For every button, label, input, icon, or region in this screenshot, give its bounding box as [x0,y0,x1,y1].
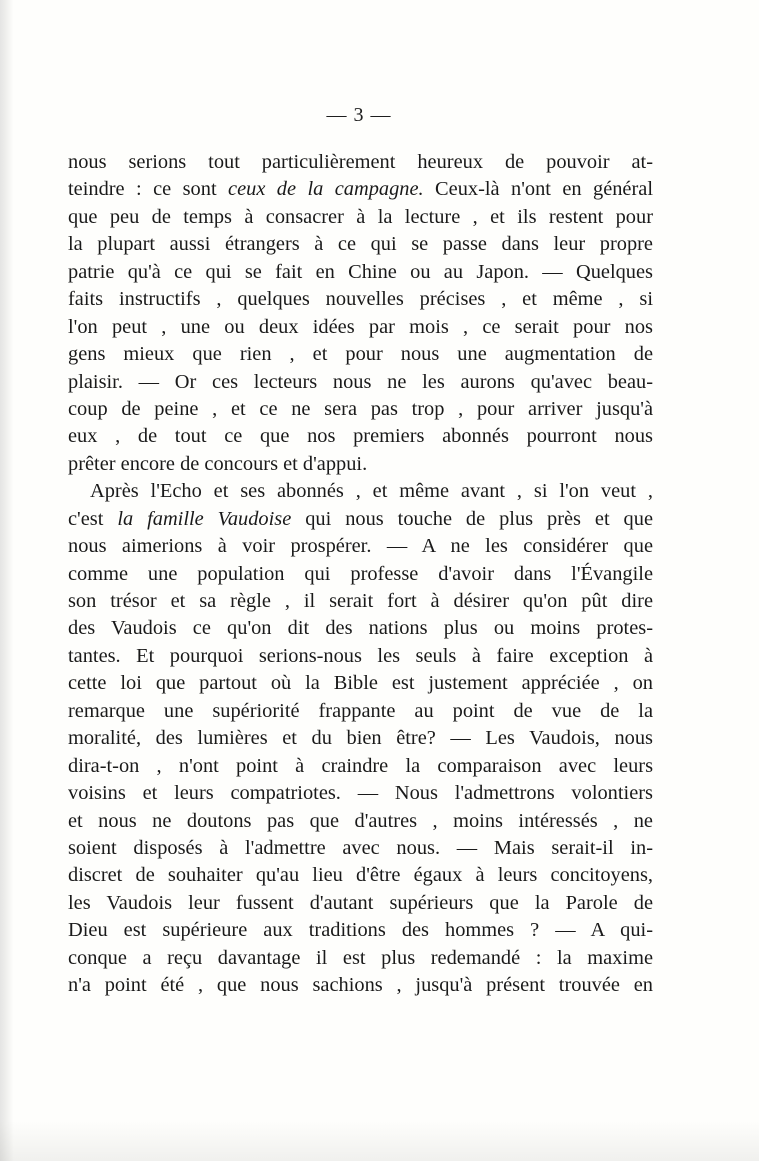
text-line: prêter encore de concours et d'appui. [68,452,368,475]
text-line: la plupart aussi étrangers à ce qui se passe dans leur propre [68,233,653,256]
text-line: cette loi que partout où la Bible est justement appréciée , on [68,672,653,695]
text-line: voisins et leurs compatriotes. — Nous l'admettrons volontiers [68,782,653,805]
page-bottom-smudge [0,1121,759,1161]
text-line: que peu de temps à consacrer à la lecture , et ils restent pour [68,205,653,228]
text-line: coup de peine , et ce ne sera pas trop , pour arriver jusqu'à [68,397,653,420]
page-number: — 3 — [326,104,392,126]
italic-phrase: ceux de la campagne. [228,178,424,201]
text-line: faits instructifs , quelques nouvelles précises , et même , si [68,288,653,311]
text-run: Ceux-là n'ont en général [423,178,653,201]
text-line: dira-t-on , n'ont point à craindre la comparaison avec leurs [68,754,653,777]
text-line: Dieu est supérieure aux traditions des hommes ? — A qui- [68,919,653,942]
text-line: tantes. Et pourquoi serions-nous les seuls à faire exception à [68,644,653,667]
text-line: n'a point été , que nous sachions , jusqu'à présent trouvée en [68,974,653,997]
text-run: qui nous touche de plus près et que [291,507,653,530]
text-line: nous aimerions à voir prospérer. — A ne les considérer que [68,535,653,558]
text-line: conque a reçu davantage il est plus redemandé : la maxime [68,946,653,969]
body-text [68,149,653,1000]
text-line: remarque une supériorité frappante au point de vue de la [68,699,653,722]
text-run: c'est [68,507,118,530]
text-run: teindre : ce sont [68,178,229,201]
text-line [68,176,653,203]
text-line: gens mieux que rien , et pour nous une augmentation de [68,343,653,366]
text-line: discret de souhaiter qu'au lieu d'être égaux à leurs concitoyens, [68,864,653,887]
text-line: nous serions tout particulièrement heureux de pouvoir at- [68,151,653,173]
text-line [68,506,653,533]
text-line: soient disposés à l'admettre avec nous. — Mais serait-il in- [68,836,653,859]
text-line: eux , de tout ce que nos premiers abonnés pourront nous [68,425,653,448]
text-line: les Vaudois leur fussent d'autant supérieurs que la Parole de [68,891,653,914]
text-line: moralité, des lumières et du bien être? — Les Vaudois, nous [68,727,653,750]
text-line: Après l'Echo et ses abonnés , et même avant , si l'on veut , [90,480,653,503]
text-line: son trésor et sa règle , il serait fort à désirer qu'on pût dire [68,590,653,612]
italic-phrase: la famille Vaudoise [117,507,292,530]
text-line: l'on peut , une ou deux idées par mois , ce serait pour nos [68,315,653,338]
text-line: patrie qu'à ce qui se fait en Chine ou au Japon. — Quelques [68,260,653,283]
page-edge-shadow [0,0,14,1161]
text-line: des Vaudois ce qu'on dit des nations plus ou moins protes- [68,617,653,640]
text-line: comme une population qui professe d'avoir dans l'Évangile [68,562,653,585]
text-line: et nous ne doutons pas que d'autres , moins intéressés , ne [68,809,653,832]
text-line: plaisir. — Or ces lecteurs nous ne les aurons qu'avec beau- [68,370,653,393]
